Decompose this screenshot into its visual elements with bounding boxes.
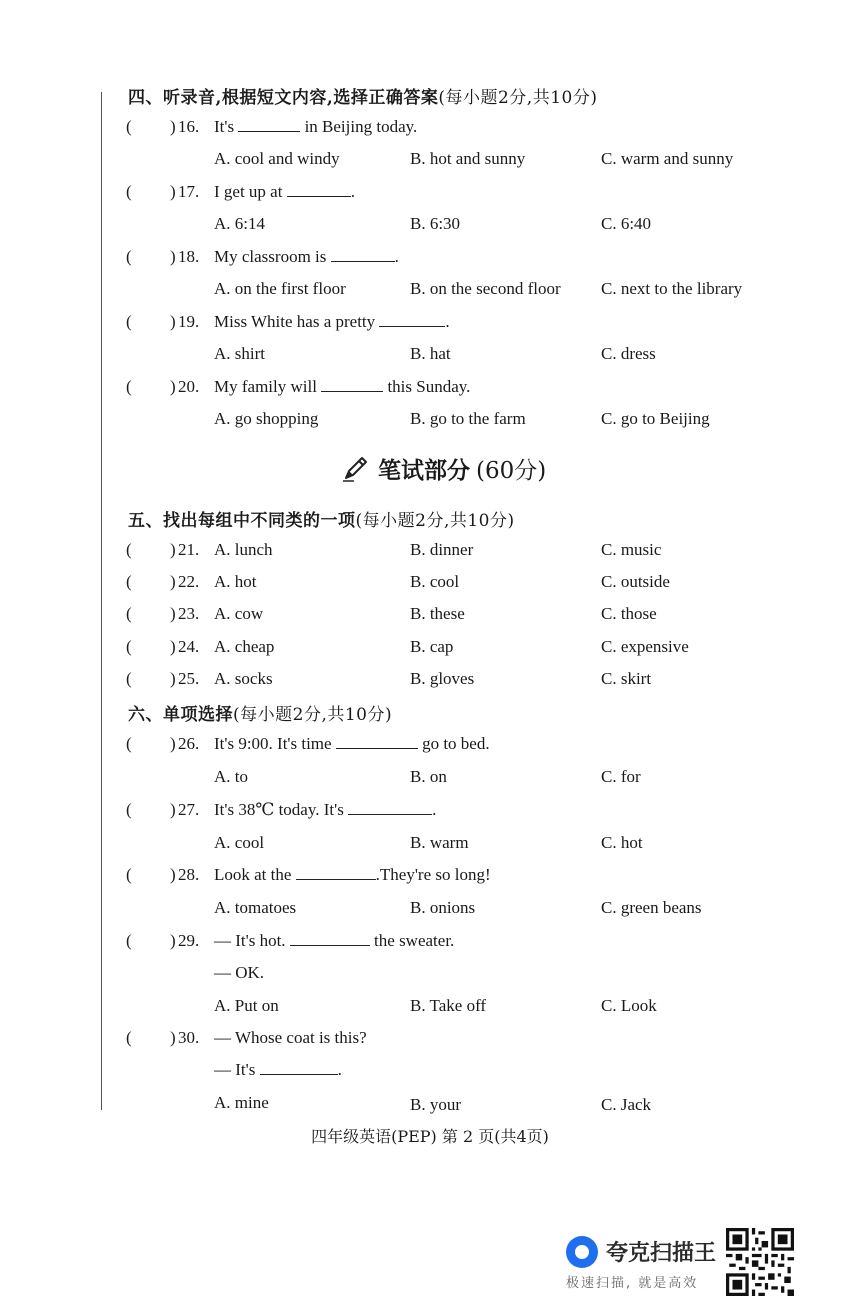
answer-blank[interactable]: [348, 798, 432, 815]
option-c: C. dress: [601, 344, 656, 363]
option-b: B. on: [410, 767, 447, 786]
question-17: ( ) 17. I get up at .: [0, 179, 860, 205]
option-c: C. those: [601, 604, 657, 623]
answer-blank[interactable]: [379, 310, 445, 327]
option-c: C. warm and sunny: [601, 149, 734, 168]
option-a: A. 6:14: [214, 214, 265, 233]
scanner-watermark: [566, 1232, 726, 1290]
option-c: C. for: [601, 767, 641, 786]
answer-blank[interactable]: [287, 180, 351, 197]
option-c: C. skirt: [601, 669, 652, 688]
option-b: B. go to the farm: [410, 409, 526, 428]
answer-blank[interactable]: [336, 732, 418, 749]
answer-blank[interactable]: [238, 115, 300, 132]
written-section-title: 笔试部分 (60分): [340, 448, 546, 488]
option-c: C. outside: [601, 572, 670, 591]
option-a: A. on the first floor: [214, 279, 346, 298]
option-b: B. these: [410, 604, 465, 623]
question-stem: — It's hot. the sweater.: [214, 931, 455, 950]
option-a: A. mine: [214, 1093, 269, 1112]
option-b: B. warm: [410, 833, 469, 852]
option-b: B. hat: [410, 344, 451, 363]
dialogue-reply: — OK.: [214, 963, 265, 982]
question-stem: Look at the .They're so long!: [214, 865, 491, 884]
question-26: ( ) 26. It's 9:00. It's time go to bed.: [0, 731, 860, 757]
option-a: A. socks: [214, 669, 273, 688]
question-stem: I get up at .: [214, 182, 355, 201]
question-23: ( ) 23. A. cow B. these C. those: [0, 601, 860, 627]
question-30: ( ) 30. — Whose coat is this?: [0, 1025, 860, 1051]
question-27: ( ) 27. It's 38℃ today. It's .: [0, 797, 860, 823]
option-b: B. cool: [410, 572, 460, 591]
scanner-slogan: 极速扫描, 就是高效: [566, 1276, 699, 1291]
question-24: ( ) 24. A. cheap B. cap C. expensive: [0, 634, 860, 660]
question-stem: Miss White has a pretty .: [214, 312, 450, 331]
scanner-logo-icon: [566, 1236, 598, 1268]
question-stem: My classroom is .: [214, 247, 399, 266]
option-b: B. on the second floor: [410, 279, 561, 298]
option-c: C. music: [601, 540, 662, 559]
option-a: A. cheap: [214, 637, 275, 656]
qr-code-icon: [726, 1228, 794, 1296]
question-stem: It's in Beijing today.: [214, 117, 418, 136]
option-a: A. hot: [214, 572, 257, 591]
question-16: ( ) 16. It's in Beijing today.: [0, 114, 860, 140]
answer-blank[interactable]: [260, 1058, 338, 1075]
option-c: C. expensive: [601, 637, 689, 656]
question-stem: — Whose coat is this?: [214, 1028, 367, 1047]
question-18: ( ) 18. My classroom is .: [0, 244, 860, 270]
section-6-heading: 六、单项选择(每小题2分,共10分): [128, 705, 393, 725]
option-b: B. dinner: [410, 540, 474, 559]
question-stem: It's 9:00. It's time go to bed.: [214, 734, 490, 753]
answer-blank[interactable]: [290, 929, 370, 946]
option-c: C. hot: [601, 833, 643, 852]
option-b: B. hot and sunny: [410, 149, 526, 168]
question-stem: My family will this Sunday.: [214, 377, 471, 396]
question-stem: It's 38℃ today. It's .: [214, 800, 437, 819]
option-a: A. cow: [214, 604, 264, 623]
question-25: ( ) 25. A. socks B. gloves C. skirt: [0, 666, 860, 692]
option-b: B. onions: [410, 898, 476, 917]
section-4-heading: 四、听录音,根据短文内容,选择正确答案(每小题2分,共10分): [128, 88, 598, 108]
option-a: A. go shopping: [214, 409, 319, 428]
answer-blank[interactable]: [321, 375, 383, 392]
question-22: ( ) 22. A. hot B. cool C. outside: [0, 569, 860, 595]
option-a: A. cool: [214, 833, 265, 852]
question-20: ( ) 20. My family will this Sunday.: [0, 374, 860, 400]
dialogue-reply: — It's .: [214, 1060, 342, 1079]
option-c: C. green beans: [601, 898, 702, 917]
question-19: ( ) 19. Miss White has a pretty .: [0, 309, 860, 335]
option-c: C. next to the library: [601, 279, 743, 298]
option-c: C. 6:40: [601, 214, 652, 233]
option-a: A. to: [214, 767, 248, 786]
answer-blank[interactable]: [331, 245, 395, 262]
question-28: ( ) 28. Look at the .They're so long!: [0, 862, 860, 888]
option-a: A. lunch: [214, 540, 273, 559]
page-footer: 四年级英语(PEP) 第 2 页(共4页): [311, 1127, 549, 1146]
option-a: A. Put on: [214, 996, 279, 1015]
option-a: A. tomatoes: [214, 898, 297, 917]
question-21: ( ) 21. A. lunch B. dinner C. music: [0, 537, 860, 563]
pen-icon: [340, 452, 372, 484]
option-b: B. Take off: [410, 996, 487, 1015]
option-a: A. cool and windy: [214, 149, 340, 168]
question-29: ( ) 29. — It's hot. the sweater.: [0, 928, 860, 954]
scanner-app-name: 夸克扫描王: [606, 1241, 717, 1266]
option-b: B. cap: [410, 637, 454, 656]
answer-blank[interactable]: [296, 863, 376, 880]
option-b: B. your: [410, 1095, 461, 1114]
option-c: C. go to Beijing: [601, 409, 710, 428]
section-5-heading: 五、找出每组中不同类的一项(每小题2分,共10分): [128, 511, 515, 531]
option-c: C. Jack: [601, 1095, 652, 1114]
option-b: B. 6:30: [410, 214, 461, 233]
option-b: B. gloves: [410, 669, 475, 688]
option-a: A. shirt: [214, 344, 265, 363]
option-c: C. Look: [601, 996, 657, 1015]
